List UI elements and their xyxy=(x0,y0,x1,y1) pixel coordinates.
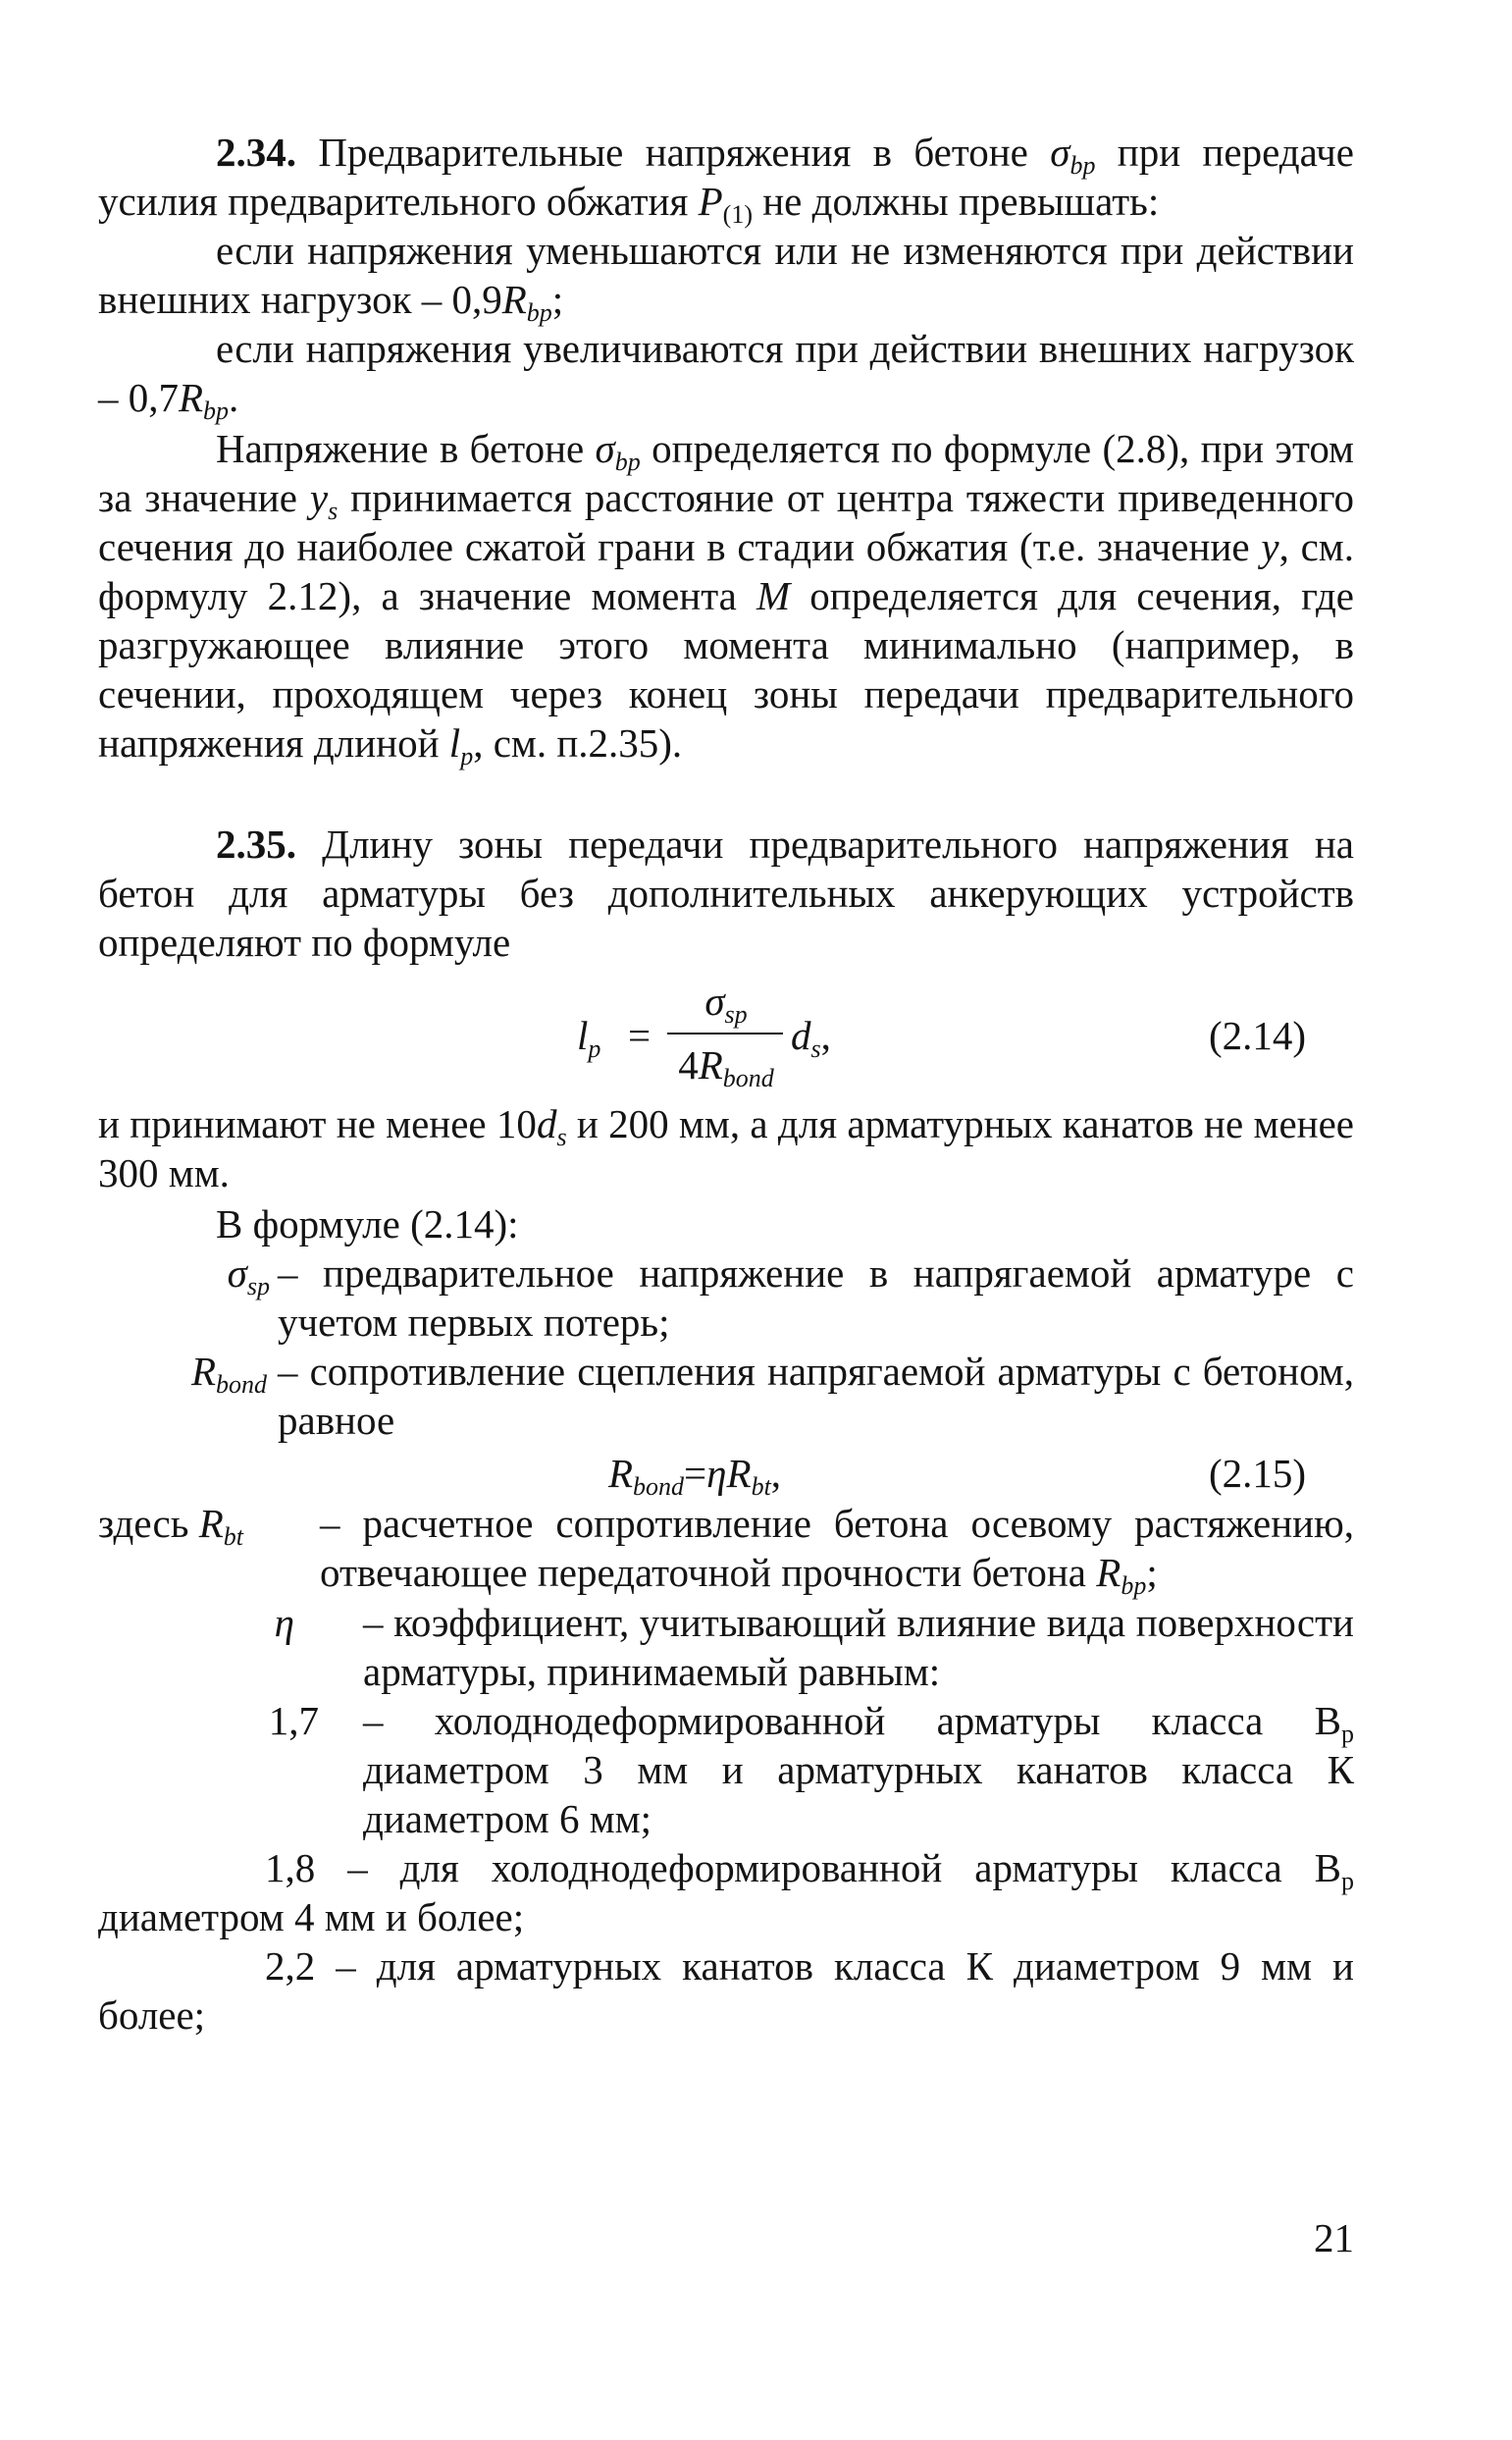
paragraph-2-35-intro: 2.35. Длину зоны передачи предварительного напряжения на бетон для арматуры без дополнительных анкерующих устройств определяют по формуле xyxy=(98,822,1354,965)
paragraph-2-34-intro: 2.34. Предварительные напряжения в бетоне $\sigma_{bp}$ при передаче усилия предварительного обжатия $P_{(1)}$ не должны превышать: xyxy=(98,130,1355,229)
document-page: 2.34. Предварительные напряжения в бетоне $\sigma_{bp}$ при передаче усилия предварительного обжатия $P_{(1)}$ не должны превышать: если напряжения уменьшаются или не изменяются при действии внешних нагрузок – $0,9R_{bp}$; если напряжения увеличиваются при действии внешних нагрузок – $0,7R_{bp}$. Напряжение в бетоне $\sigma_{bp}$ определяется по формуле (2.8), при этом за значение $y_s$ принимается расстояние от центра тяжести приведенного сечения до наиболее сжатой грани в стадии обжатия (т.е. значение y, см. формулу 2.12), а значение момента M определяется для сечения, где разгружающее влияние этого момента минимально (например, в сечении, проходящем через конец зоны передачи предварительного напряжения длиной $l_p$, см. п.2.35). 2.35. Длину зоны передачи предварительного напряжения на бетон для арматуры без дополнительных анкерующих устройств определяют по формуле $l_p$ = $\sigma_{sp}$ $4R_{bond}$ $d_s$, (2.14) и принимают не менее $10d_s$ и 200 мм, а для арматурных канатов не менее 300 мм. В формуле (2.14): $\sigma_{sp}$ – предварительное напряжение в напрягаемой арматуре с учетом первых потерь; $R_{bond}$ – сопротивление сцепления напрягаемой арматуры с бетоном, равное $R_{bond}=\eta R_{bt}$, (2.15) здесь $R_{bt}$ – расчетное сопротивление бетона осевому растяжению, отвечающее передаточной прочности бетона $R_{bp}$; η – коэффициент, учитывающий влияние вида поверхности арматуры, принимаемый равным: 1,7 – холоднодеформированной арматуры класса $В_р$ диаметром 3 мм и арматурных канатов класса К диаметром 6 мм; 1,8 – для холоднодеформированной арматуры класса $В_р$ диаметром 4 мм и более; 2,2 – для арматурных канатов класса К диаметром 9 мм и более; 21 xyxy=(0,0,1512,2440)
paragraph-in-formula: В формуле (2.14): xyxy=(216,1201,519,1247)
paragraph-2-34-case2: если напряжения увеличиваются при действии внешних нагрузок – $0,7R_{bp}$. xyxy=(98,326,1354,425)
value-2-2: 2,2 – для арматурных канатов класса К диаметром 9 мм и более; xyxy=(98,1943,1355,2038)
formula-2-15: $R_{bond}=\eta R_{bt}$, (2.15) xyxy=(608,1451,1307,1501)
formula-2-14: $l_p$ = $\sigma_{sp}$ $4R_{bond}$ $d_s$, (2.14) xyxy=(577,979,1307,1092)
paragraph-2-34-case1: если напряжения уменьшаются или не изменяются при действии внешних нагрузок – $0,9R_{bp}$; xyxy=(98,228,1354,327)
paragraph-2-35-limits: и принимают не менее $10d_s$ и 200 мм, а для арматурных канатов не менее 300 мм. xyxy=(98,1101,1354,1195)
page-number: 21 xyxy=(1314,2215,1354,2260)
value-1-8: 1,8 – для холоднодеформированной арматуры класса $В_р$ диаметром 4 мм и более; xyxy=(98,1845,1354,1939)
paragraph-2-34-stress: Напряжение в бетоне $\sigma_{bp}$ определяется по формуле (2.8), при этом за значение $y_s$ принимается расстояние от центра тяжести приведенного сечения до наиболее сжатой грани в стадии обжатия (т.е. значение y, см. формулу 2.12), а значение момента M определяется для сечения, где разгружающее влияние этого момента минимально (например, в сечении, проходящем через конец зоны передачи предварительного напряжения длиной $l_p$, см. п.2.35). xyxy=(98,426,1355,770)
